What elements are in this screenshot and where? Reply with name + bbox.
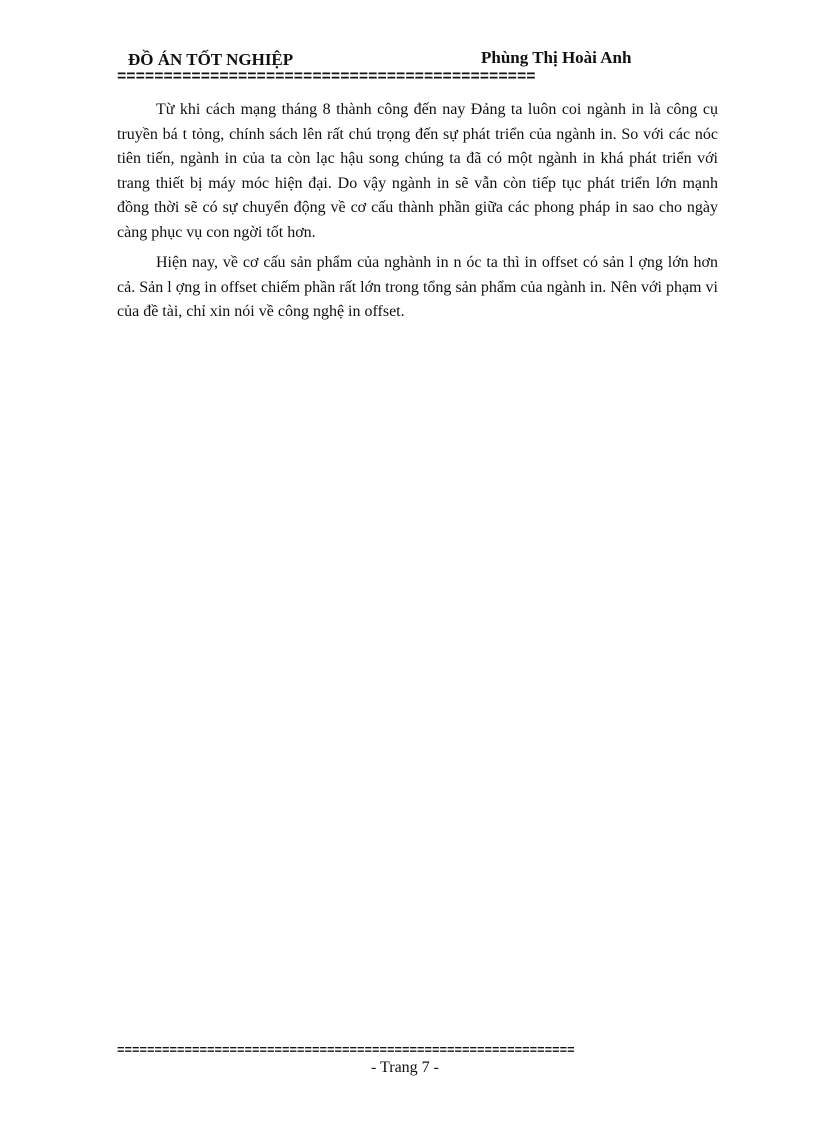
page-footer — [0, 1059, 816, 1077]
page-number: - Trang 7 - — [370, 1059, 439, 1076]
main-content — [117, 98, 718, 331]
footer-divider: ============================================================= — [117, 1044, 575, 1058]
header-divider: ============================================= — [117, 68, 536, 86]
document-title: ĐỒ ÁN TỐT NGHIỆP — [128, 50, 294, 69]
paragraph-1: Từ khi cách mạng tháng 8 thành công đến nay Đảng ta luôn coi ngành in là công cụ truyền bá t tỏng, chính sách lên rất chú trọng đến sự phát triển của ngành in. So với các nóc tiên tiến, ngành in của ta còn lạc hậu song chúng ta đã có một ngành in khá phát triển với trang thiết bị máy móc hiện đại. Do vậy ngành in sẽ vẫn còn tiếp tục phát triển lớn mạnh đồng thời sẽ có sự chuyển động về cơ cấu thành phần giữa các phong pháp in sao cho ngày càng phục vụ con ngời tốt hơn. — [117, 101, 718, 241]
paragraph-2: Hiện nay, về cơ cấu sản phẩm của nghành in n óc ta thì in offset có sản l ợng lớn hơn cả. Sản l ợng in offset chiếm phần rất lớn trong tổng sản phẩm của ngành in. Nên với phạm vi của đề tài, chỉ xin nói về công nghệ in offset. — [117, 254, 718, 320]
author-name: Phùng Thị Hoài Anh — [481, 48, 632, 67]
